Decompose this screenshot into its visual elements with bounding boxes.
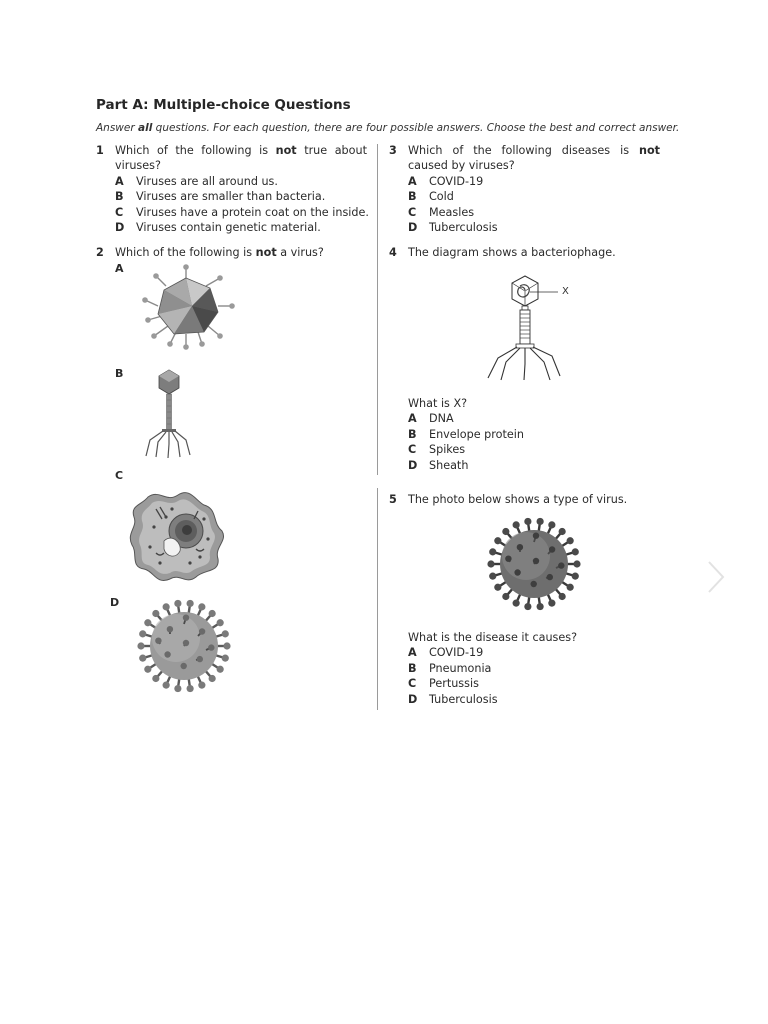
- instructions-text-rest: questions. For each question, there are four possible answers. Choose the best and correct answer.: [152, 122, 680, 134]
- option-text: DNA: [429, 412, 454, 426]
- question-prompt: What is the disease it causes?: [408, 631, 578, 644]
- question-text: The photo below shows a type of virus.: [408, 493, 628, 506]
- image-label-a: A: [115, 262, 124, 275]
- option-b[interactable]: [408, 427, 524, 442]
- option-text: Cold: [429, 190, 454, 204]
- option-letter: C: [115, 205, 124, 219]
- option-letter: D: [408, 692, 418, 706]
- option-b[interactable]: [408, 189, 498, 204]
- option-text: Envelope protein: [429, 427, 524, 441]
- question-text-part: Which of the following is: [115, 246, 256, 259]
- question-text-part: Which of the following is: [115, 144, 276, 157]
- question-text-bold: not: [275, 144, 297, 157]
- options-list: [408, 174, 498, 236]
- option-letter: B: [408, 427, 417, 441]
- image-label-b: B: [115, 367, 124, 380]
- image-label-d: D: [110, 596, 120, 609]
- option-letter: C: [408, 205, 417, 219]
- option-text: Sheath: [429, 458, 469, 472]
- option-letter: C: [408, 443, 417, 457]
- question-number: 2: [96, 246, 104, 259]
- instructions: [96, 122, 679, 134]
- page-title: Part A: Multiple-choice Questions: [96, 97, 351, 113]
- option-text: Measles: [429, 205, 475, 219]
- instructions-bold: all: [138, 122, 153, 134]
- question-text-part: a virus?: [276, 246, 324, 259]
- coronavirus-photo: [484, 514, 584, 614]
- question-text: The diagram shows a bacteriophage.: [408, 246, 616, 259]
- image-label-c: C: [115, 469, 124, 482]
- chevron-right-icon[interactable]: [706, 560, 726, 594]
- option-b[interactable]: [408, 661, 577, 676]
- option-d[interactable]: [408, 220, 498, 235]
- option-text: Pneumonia: [429, 661, 492, 675]
- option-text: Spikes: [429, 443, 466, 457]
- option-d[interactable]: [408, 692, 577, 707]
- options-list: [115, 174, 369, 236]
- option-text: Viruses contain genetic material.: [136, 221, 321, 235]
- option-text: Pertussis: [429, 677, 479, 691]
- option-text: Tuberculosis: [429, 221, 498, 235]
- option-letter: B: [115, 190, 124, 204]
- option-a[interactable]: [408, 411, 524, 426]
- option-text: Viruses are all around us.: [136, 175, 278, 188]
- option-letter: A: [408, 175, 417, 188]
- option-text: Tuberculosis: [429, 692, 498, 706]
- column-divider-bottom: [377, 488, 378, 710]
- option-letter: D: [408, 221, 418, 235]
- option-letter: B: [408, 190, 417, 204]
- adenovirus-image: [140, 264, 235, 349]
- instructions-text: Answer: [96, 122, 139, 134]
- option-a[interactable]: [408, 645, 577, 660]
- question-number: 3: [389, 144, 397, 157]
- animal-cell-image: [126, 487, 226, 585]
- bacteriophage-diagram: [484, 274, 584, 382]
- question-number: 1: [96, 144, 104, 157]
- option-text: COVID-19: [429, 175, 484, 188]
- question-prompt: What is X?: [408, 397, 468, 410]
- option-d[interactable]: [115, 220, 369, 235]
- question-5-prompt: [408, 630, 577, 707]
- option-text: Viruses have a protein coat on the inside.: [136, 205, 369, 219]
- option-letter: A: [115, 175, 124, 188]
- option-letter: C: [408, 677, 417, 691]
- option-c[interactable]: [115, 205, 369, 220]
- question-text-bold: not: [639, 144, 660, 157]
- question-text-part: Which of the following diseases is: [408, 144, 639, 157]
- question-text-part: caused by viruses?: [408, 159, 515, 173]
- option-d[interactable]: [408, 458, 524, 473]
- option-a[interactable]: [115, 174, 369, 189]
- question-text: [115, 245, 367, 260]
- option-letter: A: [408, 412, 417, 426]
- bacteriophage-small-image: [142, 368, 192, 460]
- question-number: 4: [389, 246, 397, 259]
- coronavirus-image-d: [134, 598, 234, 694]
- question-number: 5: [389, 493, 397, 506]
- question-4-prompt: [408, 396, 524, 473]
- option-b[interactable]: [115, 189, 369, 204]
- option-letter: D: [408, 458, 418, 472]
- option-letter: A: [408, 646, 417, 660]
- question-text: [408, 143, 660, 174]
- option-c[interactable]: [408, 442, 524, 457]
- option-a[interactable]: [408, 174, 498, 189]
- diagram-label-x: X: [562, 286, 569, 297]
- option-c[interactable]: [408, 205, 498, 220]
- option-text: COVID-19: [429, 646, 484, 660]
- option-letter: B: [408, 661, 417, 675]
- column-divider-top: [377, 144, 378, 475]
- question-text-bold: not: [255, 246, 277, 259]
- option-text: Viruses are smaller than bacteria.: [136, 190, 326, 204]
- question-text: [115, 143, 367, 174]
- option-c[interactable]: [408, 676, 577, 691]
- option-letter: D: [115, 221, 125, 235]
- question-text-part: true about viruses?: [115, 144, 367, 173]
